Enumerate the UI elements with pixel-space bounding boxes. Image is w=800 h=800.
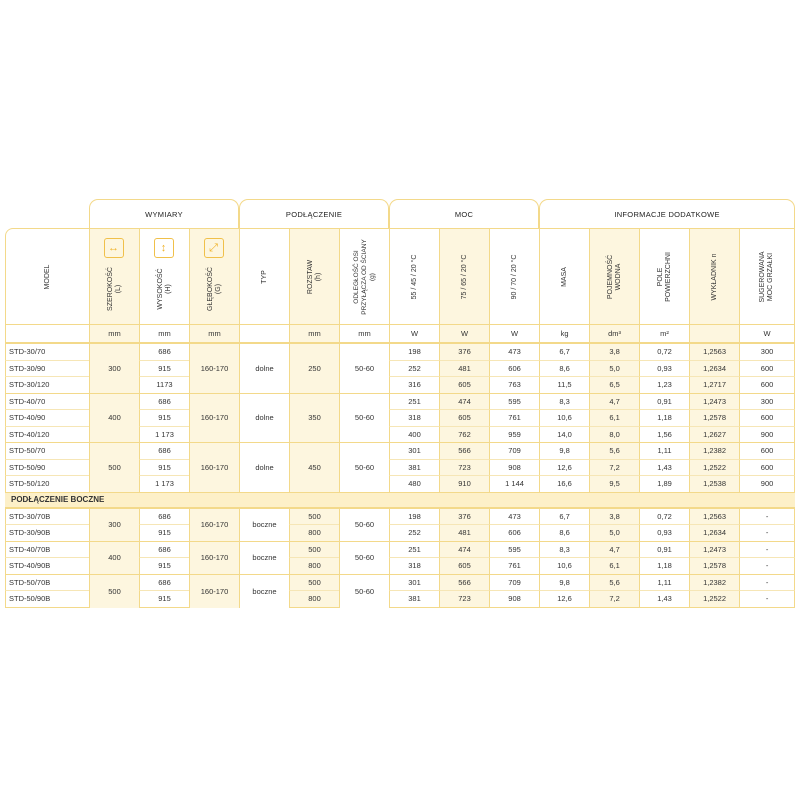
cell-moc1: 318 <box>389 557 439 574</box>
cell-moc1: 381 <box>389 459 439 476</box>
cell-sugerowana: 600 <box>739 409 795 426</box>
cell-model: STD-30/70 <box>5 343 89 360</box>
cell-rozstaw: 500 <box>289 574 339 591</box>
horizontal-arrows-icon: ↔ <box>104 238 124 258</box>
cell-moc2: 474 <box>439 541 489 558</box>
cell-moc3: 709 <box>489 574 539 591</box>
cell-wykladnik: 1,2578 <box>689 409 739 426</box>
cell-pojemnosc: 5,0 <box>589 524 639 541</box>
cell-pole: 1,23 <box>639 376 689 393</box>
cell-wykladnik: 1,2382 <box>689 574 739 591</box>
cell-sugerowana: - <box>739 524 795 541</box>
cell-wysokosc: 686 <box>139 574 189 591</box>
cell-pojemnosc: 5,6 <box>589 574 639 591</box>
unit-pojemnosc: dm³ <box>589 324 639 343</box>
col-header-moc3 <box>489 228 539 324</box>
cell-moc3: 606 <box>489 360 539 377</box>
cell-szerokosc: 500 <box>89 442 139 492</box>
cell-pojemnosc: 6,1 <box>589 409 639 426</box>
cell-pole: 1,11 <box>639 574 689 591</box>
cell-wysokosc: 915 <box>139 557 189 574</box>
spec-table-container <box>5 199 795 608</box>
cell-sugerowana: 900 <box>739 426 795 443</box>
col-header-glebokosc <box>189 228 239 324</box>
cell-model: STD-40/70B <box>5 541 89 558</box>
cell-moc1: 318 <box>389 409 439 426</box>
cell-model: STD-50/90B <box>5 590 89 608</box>
cell-moc1: 301 <box>389 574 439 591</box>
cell-model: STD-40/90 <box>5 409 89 426</box>
cell-moc3: 606 <box>489 524 539 541</box>
cell-pole: 1,89 <box>639 475 689 492</box>
units-row <box>5 324 795 343</box>
cell-glebokosc: 160-170 <box>189 393 239 443</box>
unit-moc2: W <box>439 324 489 343</box>
cell-wysokosc: 1 173 <box>139 426 189 443</box>
col-label-wykladnik: WYKŁADNIK n <box>710 252 718 301</box>
cell-wykladnik: 1,2382 <box>689 442 739 459</box>
cell-moc3: 908 <box>489 459 539 476</box>
cell-moc3: 761 <box>489 409 539 426</box>
cell-moc1: 198 <box>389 508 439 525</box>
col-label-moc1: 55 / 45 / 20 °C <box>410 254 418 299</box>
col-header-sugerowana <box>739 228 795 324</box>
col-header-typ <box>239 228 289 324</box>
cell-rozstaw: 800 <box>289 590 339 608</box>
table-body <box>5 343 795 608</box>
cell-wykladnik: 1,2563 <box>689 343 739 360</box>
cell-typ: dolne <box>239 393 289 443</box>
cell-moc3: 595 <box>489 541 539 558</box>
cell-sugerowana: - <box>739 557 795 574</box>
cell-model: STD-30/70B <box>5 508 89 525</box>
cell-masa: 10,6 <box>539 557 589 574</box>
cell-pole: 0,93 <box>639 524 689 541</box>
col-label-masa: MASA <box>560 266 568 287</box>
col-header-masa <box>539 228 589 324</box>
cell-wysokosc: 915 <box>139 360 189 377</box>
cell-wykladnik: 1,2634 <box>689 360 739 377</box>
group-header-wymiary: WYMIARY <box>89 199 239 228</box>
cell-typ: dolne <box>239 343 289 393</box>
cell-sugerowana: - <box>739 590 795 608</box>
radiator-spec-table <box>5 199 795 608</box>
col-label-rozstaw: ROZSTAW (h) <box>306 259 322 294</box>
col-header-wysokosc <box>139 228 189 324</box>
cell-model: STD-40/90B <box>5 557 89 574</box>
cell-typ: boczne <box>239 508 289 541</box>
unit-szerokosc: mm <box>89 324 139 343</box>
cell-moc3: 473 <box>489 343 539 360</box>
cell-wykladnik: 1,2473 <box>689 393 739 410</box>
col-label-typ: TYP <box>260 269 268 284</box>
cell-model: STD-50/70B <box>5 574 89 591</box>
cell-pojemnosc: 5,6 <box>589 442 639 459</box>
table-row <box>5 343 795 360</box>
cell-sugerowana: - <box>739 508 795 525</box>
table-row <box>5 393 795 410</box>
cell-rozstaw: 800 <box>289 524 339 541</box>
cell-rozstaw: 450 <box>289 442 339 492</box>
cell-rozstaw: 500 <box>289 508 339 525</box>
cell-pole: 0,91 <box>639 541 689 558</box>
cell-odleglosc: 50-60 <box>339 343 389 393</box>
table-row <box>5 574 795 591</box>
cell-odleglosc: 50-60 <box>339 393 389 443</box>
cell-pole: 1,11 <box>639 442 689 459</box>
cell-moc2: 762 <box>439 426 489 443</box>
cell-masa: 10,6 <box>539 409 589 426</box>
cell-szerokosc: 300 <box>89 343 139 393</box>
cell-moc1: 480 <box>389 475 439 492</box>
cell-sugerowana: 300 <box>739 343 795 360</box>
cell-moc2: 566 <box>439 574 489 591</box>
unit-pole: m² <box>639 324 689 343</box>
cell-pojemnosc: 7,2 <box>589 590 639 608</box>
cell-moc2: 605 <box>439 409 489 426</box>
cell-szerokosc: 300 <box>89 508 139 541</box>
cell-sugerowana: 600 <box>739 360 795 377</box>
cell-moc1: 381 <box>389 590 439 608</box>
cell-model: STD-30/120 <box>5 376 89 393</box>
cell-moc3: 1 144 <box>489 475 539 492</box>
cell-masa: 14,0 <box>539 426 589 443</box>
col-label-odleglosc: ODLEGŁOŚĆ OSI PRZYŁĄCZA OD ŚCIANY (g) <box>352 238 376 315</box>
col-header-moc1 <box>389 228 439 324</box>
cell-wysokosc: 915 <box>139 590 189 608</box>
cell-wykladnik: 1,2522 <box>689 590 739 608</box>
unit-sugerowana: W <box>739 324 795 343</box>
cell-wykladnik: 1,2634 <box>689 524 739 541</box>
cell-moc3: 595 <box>489 393 539 410</box>
cell-glebokosc: 160-170 <box>189 541 239 574</box>
cell-wysokosc: 686 <box>139 541 189 558</box>
cell-odleglosc: 50-60 <box>339 541 389 574</box>
col-label-szerokosc: SZEROKOŚĆ (L) <box>106 267 122 311</box>
cell-sugerowana: - <box>739 574 795 591</box>
cell-moc2: 481 <box>439 360 489 377</box>
cell-moc3: 763 <box>489 376 539 393</box>
cell-moc1: 252 <box>389 524 439 541</box>
cell-pojemnosc: 3,8 <box>589 508 639 525</box>
col-header-rozstaw <box>289 228 339 324</box>
cell-pole: 1,18 <box>639 409 689 426</box>
cell-moc3: 959 <box>489 426 539 443</box>
col-label-moc2: 75 / 65 / 20 °C <box>460 254 468 299</box>
cell-model: STD-50/90 <box>5 459 89 476</box>
cell-szerokosc: 400 <box>89 541 139 574</box>
cell-odleglosc: 50-60 <box>339 508 389 541</box>
cell-sugerowana: 600 <box>739 376 795 393</box>
cell-moc1: 316 <box>389 376 439 393</box>
cell-sugerowana: 600 <box>739 459 795 476</box>
cell-masa: 16,6 <box>539 475 589 492</box>
section-title-boczne: PODŁĄCZENIE BOCZNE <box>5 492 795 508</box>
cell-pojemnosc: 6,1 <box>589 557 639 574</box>
group-header-podlaczenie: PODŁĄCZENIE <box>239 199 389 228</box>
cell-moc1: 301 <box>389 442 439 459</box>
cell-pole: 0,91 <box>639 393 689 410</box>
cell-wysokosc: 686 <box>139 343 189 360</box>
cell-model: STD-40/120 <box>5 426 89 443</box>
cell-sugerowana: 600 <box>739 442 795 459</box>
group-header-info: INFORMACJE DODATKOWE <box>539 199 795 228</box>
col-label-glebokosc: GŁĘBOKOŚĆ (G) <box>206 267 222 311</box>
cell-moc2: 566 <box>439 442 489 459</box>
cell-moc2: 723 <box>439 459 489 476</box>
cell-glebokosc: 160-170 <box>189 574 239 608</box>
cell-model: STD-50/120 <box>5 475 89 492</box>
unit-masa: kg <box>539 324 589 343</box>
cell-moc3: 761 <box>489 557 539 574</box>
cell-rozstaw: 350 <box>289 393 339 443</box>
cell-moc2: 723 <box>439 590 489 608</box>
cell-model: STD-40/70 <box>5 393 89 410</box>
group-header-moc: MOC <box>389 199 539 228</box>
cell-typ: boczne <box>239 574 289 608</box>
cell-model: STD-30/90 <box>5 360 89 377</box>
cell-masa: 8,6 <box>539 360 589 377</box>
cell-pole: 1,56 <box>639 426 689 443</box>
col-label-pole: POLE POWIERZCHNI <box>656 251 672 302</box>
table-row <box>5 541 795 558</box>
cell-rozstaw: 800 <box>289 557 339 574</box>
cell-glebokosc: 160-170 <box>189 343 239 393</box>
col-header-model <box>5 228 89 324</box>
cell-wysokosc: 915 <box>139 524 189 541</box>
unit-moc1: W <box>389 324 439 343</box>
cell-pole: 0,72 <box>639 508 689 525</box>
cell-typ: dolne <box>239 442 289 492</box>
table-row <box>5 442 795 459</box>
cell-wysokosc: 1 173 <box>139 475 189 492</box>
cell-masa: 9,8 <box>539 574 589 591</box>
col-header-szerokosc <box>89 228 139 324</box>
cell-masa: 12,6 <box>539 459 589 476</box>
cell-moc3: 709 <box>489 442 539 459</box>
column-header-row <box>5 228 795 324</box>
cell-typ: boczne <box>239 541 289 574</box>
cell-sugerowana: 300 <box>739 393 795 410</box>
cell-moc2: 910 <box>439 475 489 492</box>
cell-pole: 1,43 <box>639 459 689 476</box>
cell-odleglosc: 50-60 <box>339 574 389 608</box>
cell-pojemnosc: 5,0 <box>589 360 639 377</box>
unit-moc3: W <box>489 324 539 343</box>
cell-moc1: 251 <box>389 393 439 410</box>
unit-typ <box>239 324 289 343</box>
col-label-pojemnosc: POJEMNOŚĆ WODNA <box>606 254 622 299</box>
cell-rozstaw: 500 <box>289 541 339 558</box>
cell-szerokosc: 500 <box>89 574 139 608</box>
group-header-blank <box>5 199 89 228</box>
cell-pojemnosc: 6,5 <box>589 376 639 393</box>
cell-odleglosc: 50-60 <box>339 442 389 492</box>
cell-moc3: 908 <box>489 590 539 608</box>
cell-wysokosc: 915 <box>139 409 189 426</box>
cell-pojemnosc: 8,0 <box>589 426 639 443</box>
cell-pole: 0,93 <box>639 360 689 377</box>
cell-pojemnosc: 4,7 <box>589 393 639 410</box>
cell-szerokosc: 400 <box>89 393 139 443</box>
cell-wykladnik: 1,2538 <box>689 475 739 492</box>
cell-pojemnosc: 7,2 <box>589 459 639 476</box>
col-header-pojemnosc <box>589 228 639 324</box>
cell-masa: 8,6 <box>539 524 589 541</box>
cell-moc1: 400 <box>389 426 439 443</box>
cell-moc1: 251 <box>389 541 439 558</box>
cell-pojemnosc: 9,5 <box>589 475 639 492</box>
cell-wykladnik: 1,2717 <box>689 376 739 393</box>
cell-wykladnik: 1,2522 <box>689 459 739 476</box>
cell-wykladnik: 1,2473 <box>689 541 739 558</box>
cell-wykladnik: 1,2563 <box>689 508 739 525</box>
cell-masa: 8,3 <box>539 393 589 410</box>
cell-moc3: 473 <box>489 508 539 525</box>
cell-moc2: 481 <box>439 524 489 541</box>
col-header-pole <box>639 228 689 324</box>
cell-wykladnik: 1,2578 <box>689 557 739 574</box>
cell-wysokosc: 915 <box>139 459 189 476</box>
group-header-row <box>5 199 795 228</box>
section-row-boczne <box>5 492 795 508</box>
cell-moc2: 376 <box>439 343 489 360</box>
cell-pojemnosc: 4,7 <box>589 541 639 558</box>
unit-rozstaw: mm <box>289 324 339 343</box>
cell-wysokosc: 686 <box>139 442 189 459</box>
unit-odleglosc: mm <box>339 324 389 343</box>
cell-pole: 1,43 <box>639 590 689 608</box>
cell-wysokosc: 686 <box>139 393 189 410</box>
cell-masa: 9,8 <box>539 442 589 459</box>
cell-pole: 0,72 <box>639 343 689 360</box>
cell-moc2: 605 <box>439 557 489 574</box>
cell-masa: 6,7 <box>539 508 589 525</box>
col-label-sugerowana: SUGEROWANA MOC GRZAŁKI <box>759 250 775 303</box>
col-header-wykladnik <box>689 228 739 324</box>
unit-wysokosc: mm <box>139 324 189 343</box>
cell-moc2: 474 <box>439 393 489 410</box>
cell-masa: 8,3 <box>539 541 589 558</box>
cell-glebokosc: 160-170 <box>189 442 239 492</box>
unit-glebokosc: mm <box>189 324 239 343</box>
cell-moc2: 376 <box>439 508 489 525</box>
cell-sugerowana: - <box>739 541 795 558</box>
diagonal-arrows-icon: ⤢ <box>204 238 224 258</box>
unit-model <box>5 324 89 343</box>
vertical-arrows-icon: ↕ <box>154 238 174 258</box>
col-label-model: MODEL <box>43 264 51 289</box>
col-header-moc2 <box>439 228 489 324</box>
cell-pojemnosc: 3,8 <box>589 343 639 360</box>
col-header-odleglosc <box>339 228 389 324</box>
unit-wykladnik <box>689 324 739 343</box>
table-row <box>5 508 795 525</box>
cell-rozstaw: 250 <box>289 343 339 393</box>
cell-masa: 11,5 <box>539 376 589 393</box>
cell-wysokosc: 1173 <box>139 376 189 393</box>
cell-moc2: 605 <box>439 376 489 393</box>
cell-model: STD-50/70 <box>5 442 89 459</box>
cell-wysokosc: 686 <box>139 508 189 525</box>
col-label-moc3: 90 / 70 / 20 °C <box>510 254 518 299</box>
col-label-wysokosc: WYSOKOŚĆ (H) <box>156 268 172 310</box>
cell-wykladnik: 1,2627 <box>689 426 739 443</box>
cell-sugerowana: 900 <box>739 475 795 492</box>
cell-masa: 12,6 <box>539 590 589 608</box>
cell-masa: 6,7 <box>539 343 589 360</box>
cell-model: STD-30/90B <box>5 524 89 541</box>
cell-moc1: 198 <box>389 343 439 360</box>
cell-moc1: 252 <box>389 360 439 377</box>
cell-glebokosc: 160-170 <box>189 508 239 541</box>
cell-pole: 1,18 <box>639 557 689 574</box>
